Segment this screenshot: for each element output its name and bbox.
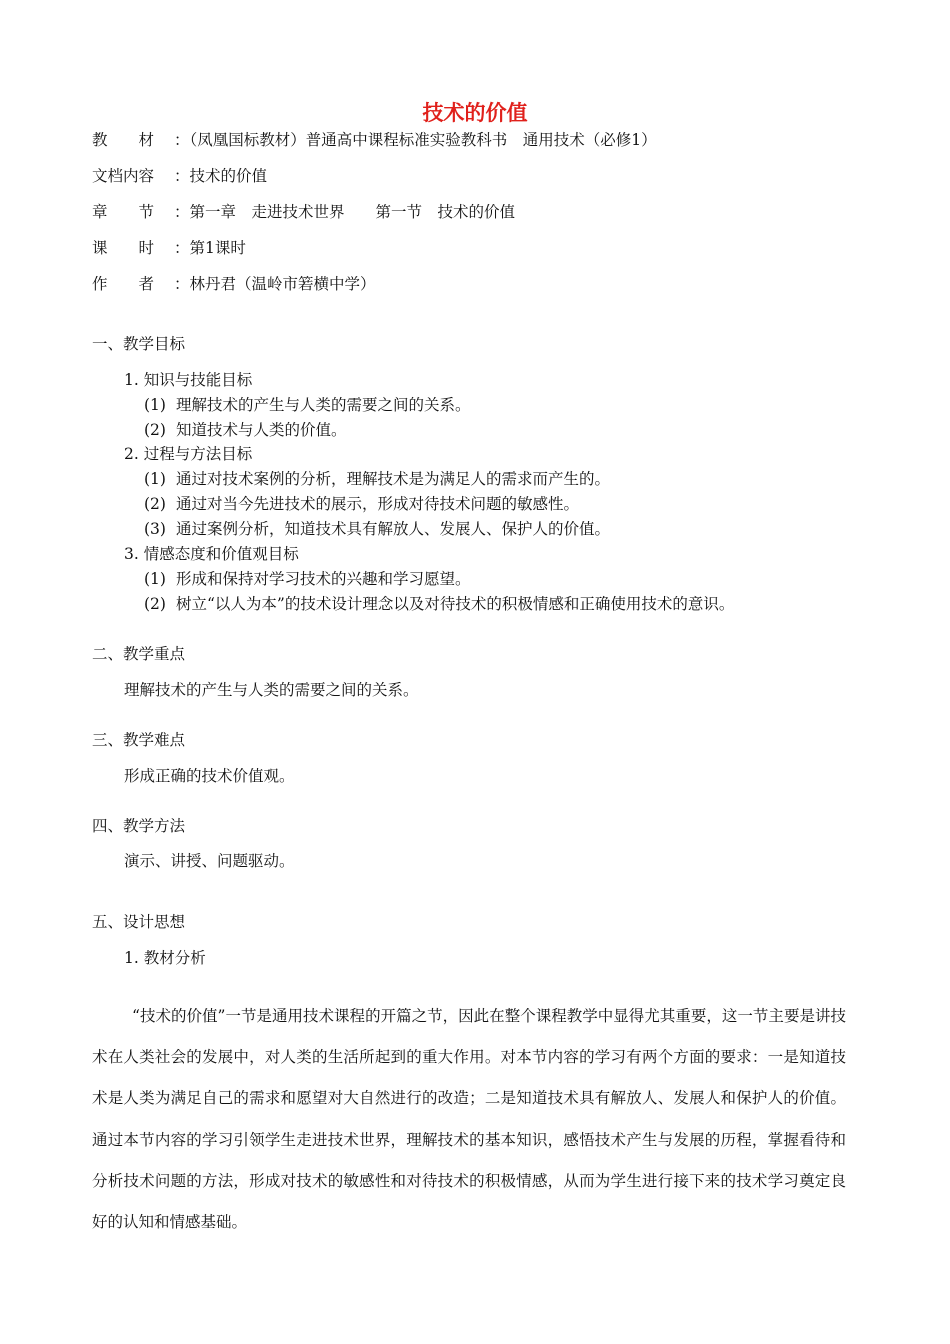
objective-item: (1) 形成和保持对学习技术的兴趣和学习愿望。 — [144, 570, 471, 588]
objective-group-title: 2. 过程与方法目标 — [124, 445, 253, 463]
meta-value: 技术的价值 — [189, 167, 268, 185]
meta-chapter: 章 节 ：第一章 走进技术世界 第一节 技术的价值 — [92, 200, 515, 222]
meta-value: （凤凰国标教材）普通高中课程标准实验教科书 通用技术（必修1） — [189, 131, 657, 149]
analysis-paragraph: “技术的价值”一节是通用技术课程的开篇之节，因此在整个课程教学中显得尤其重要，这一节主要是讲技术在人类社会的发展中，对人类的生活所起到的重大作用。对本节内容的学习有两个方面的要求：一是知道技术是人类为满足自己的需求和愿望对大自然进行的改造；二是知道技术具有解放人、发展人和保护人的价值。通过本节内容的学习引领学生走进技术世界，理解技术的基本知识，感悟技术产生与发展的历程，掌握看待和分析技术问题的方法，形成对技术的敏感性和对待技术的积极情感，从而为学生进行接下来的技术学习奠定良好的认知和情感基础。 — [92, 1007, 846, 1232]
meta-value: 第1课时 — [189, 239, 246, 257]
subsection-title: 1. 教材分析 — [124, 949, 206, 967]
meta-author: 作 者 ：林丹君（温岭市箬横中学） — [92, 272, 376, 294]
meta-label: 章 节 — [92, 203, 155, 221]
objective-group-title: 3. 情感态度和价值观目标 — [124, 545, 299, 563]
objective-item: (3) 通过案例分析，知道技术具有解放人、发展人、保护人的价值。 — [144, 520, 611, 538]
section-text: 形成正确的技术价值观。 — [124, 767, 295, 785]
section-heading-design: 五、设计思想 — [92, 913, 186, 931]
meta-value: 第一章 走进技术世界 第一节 技术的价值 — [189, 203, 516, 221]
meta-textbook: 教 材 ：（凤凰国标教材）普通高中课程标准实验教科书 通用技术（必修1） — [92, 128, 657, 150]
objective-item: (2) 知道技术与人类的价值。 — [144, 421, 347, 439]
meta-content: 文档内容 ：技术的价值 — [92, 164, 267, 186]
objective-group-title: 1. 知识与技能目标 — [124, 371, 253, 389]
objective-item: (2) 树立“以人为本”的技术设计理念以及对待技术的积极情感和正确使用技术的意识。 — [144, 595, 735, 613]
meta-label: 作 者 — [92, 275, 155, 293]
objective-item: (1) 理解技术的产生与人类的需要之间的关系。 — [144, 396, 471, 414]
document-title: 技术的价值 — [422, 101, 528, 125]
section-heading-difficulties: 三、教学难点 — [92, 731, 186, 749]
section-heading-objectives: 一、教学目标 — [92, 335, 186, 353]
meta-value: 林丹君（温岭市箬横中学） — [189, 275, 376, 293]
meta-label: 教 材 — [92, 131, 155, 149]
meta-label: 文档内容 — [92, 167, 155, 185]
meta-label: 课 时 — [92, 239, 155, 257]
section-heading-methods: 四、教学方法 — [92, 817, 186, 835]
objective-item: (1) 通过对技术案例的分析，理解技术是为满足人的需求而产生的。 — [144, 470, 611, 488]
meta-period: 课 时 ：第1课时 — [92, 236, 246, 258]
section-text: 理解技术的产生与人类的需要之间的关系。 — [124, 681, 419, 699]
section-text: 演示、讲授、问题驱动。 — [124, 852, 295, 870]
objective-item: (2) 通过对当今先进技术的展示，形成对待技术问题的敏感性。 — [144, 495, 580, 513]
section-heading-key-points: 二、教学重点 — [92, 645, 186, 663]
